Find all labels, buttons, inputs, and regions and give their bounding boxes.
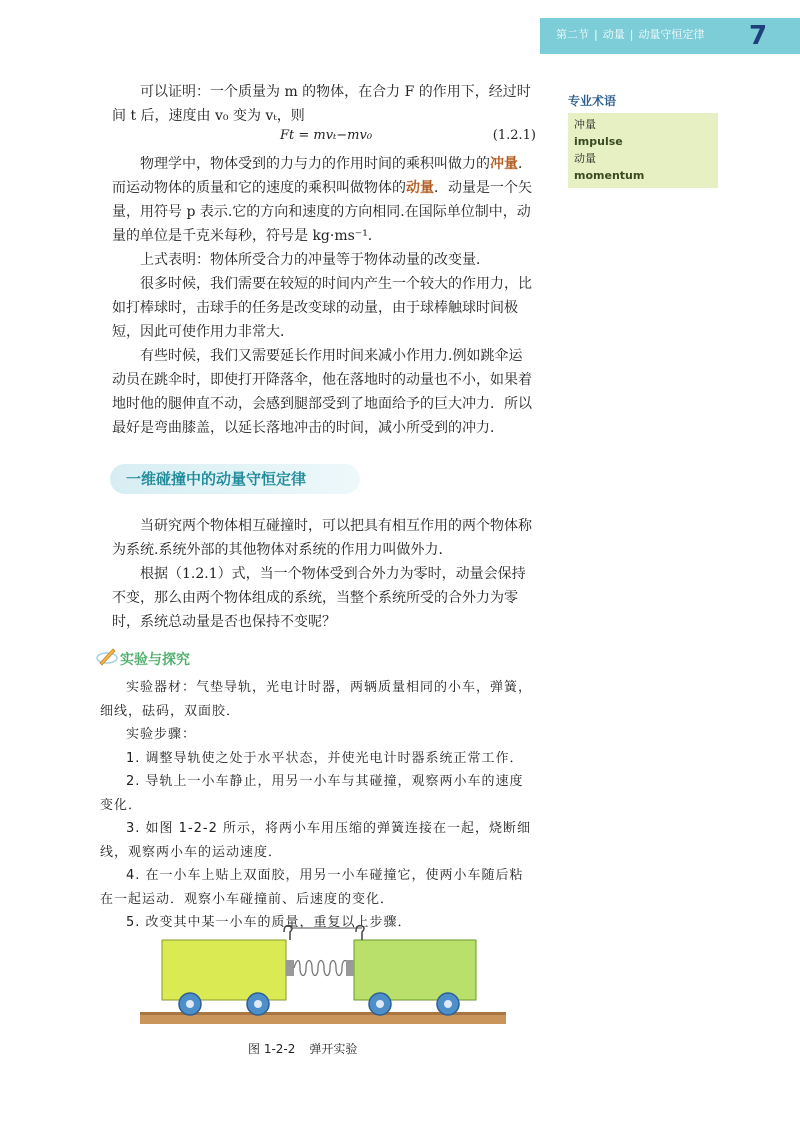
section-heading: 一维碰撞中的动量守恒定律 <box>110 464 360 494</box>
header-part: 动量 <box>602 28 625 41</box>
pen-icon <box>96 646 118 674</box>
spring <box>286 960 354 976</box>
experiment-step: 4. 在一小车上贴上双面胶，用另一小车碰撞它，使两小车随后粘在一起运动．观察小车碰撞前、后速度的变化． <box>100 868 524 907</box>
body-paragraph: 很多时候，我们需要在较短的时间内产生一个较大的作用力，比如打棒球时，击球手的任务是改变球的动量，由于球棒触球时间极短，因此可使作用力非常大． <box>112 276 532 340</box>
experiment-materials: 实验器材：气垫导轨，光电计时器，两辆质量相同的小车，弹簧，细线，砝码，双面胶． <box>100 680 533 719</box>
body-block <box>112 152 536 440</box>
experiment-heading-text: 实验与探究 <box>120 652 190 668</box>
glossary-term-en: momentum <box>574 169 645 182</box>
term-momentum: 动量 <box>406 180 434 196</box>
formula: Ft = mvₜ−mv₀ <box>280 128 373 143</box>
experiment-body <box>100 676 536 935</box>
glossary-term-cn: 动量 <box>574 152 596 165</box>
section-body <box>112 514 536 634</box>
section-paragraph: 当研究两个物体相互碰撞时，可以把具有相互作用的两个物体称为系统.系统外部的其他物体对系统的作用力叫做外力． <box>112 518 532 558</box>
experiment-step: 1. 调整导轨使之处于水平状态，并使光电计时器系统正常工作． <box>126 750 524 766</box>
header-topic: 动量守恒定律 <box>638 28 705 41</box>
glossary-sidebar <box>568 92 718 188</box>
formula-number: (1.2.1) <box>492 128 536 143</box>
cart-left <box>162 940 286 1000</box>
body-paragraph: 上式表明：物体所受合力的冲量等于物体动量的改变量． <box>140 252 490 268</box>
track <box>140 1014 506 1024</box>
body-paragraph: 有些时候，我们又需要延长作用时间来减小作用力.例如跳伞运动员在跳伞时，即使打开降落伞，他在落地时的动量也不小，如果着地时他的腿伸直不动，会感到腿部受到了地面给予的巨大冲力．所以最好是弯曲膝盖，以延长落地冲击的时间，减小所受到的冲力． <box>112 348 532 436</box>
definition-text-2: ．而运动物体的质量和它的速度的乘积叫做物体的 <box>112 156 532 196</box>
cart-right <box>354 940 476 1000</box>
section-paragraph: 根据（1.2.1）式，当一个物体受到合外力为零时，动量会保持不变，那么由两个物体组成的系统，当整个系统所受的合外力为零时，系统总动量是否也保持不变呢？ <box>112 566 526 630</box>
definition-paragraph <box>112 152 536 248</box>
definition-text-3: ．动量是一个矢量，用符号 p 表示.它的方向和速度的方向相同.在国际单位制中，动量的单位是千克米每秒，符号是 kg·ms⁻¹. <box>112 180 532 244</box>
glossary-title: 专业术语 <box>568 94 617 108</box>
figure-caption <box>248 1040 357 1057</box>
page-number: 7 <box>748 21 768 51</box>
experiment-step: 5. 改变其中某一小车的质量，重复以上步骤． <box>126 915 412 930</box>
intro-paragraph: 可以证明：一个质量为 m 的物体，在合力 F 的作用下，经过时间 t 后，速度由 v₀ 变为 vₜ，则 <box>112 84 531 124</box>
formula-row <box>112 128 536 150</box>
glossary-term-cn: 冲量 <box>574 118 596 131</box>
experiment-steps-label: 实验步骤： <box>126 727 197 742</box>
header-section: 第二节 <box>556 28 589 41</box>
intro-block <box>112 80 536 128</box>
definition-text-1: 物理学中，物体受到的力与力的作用时间的乘积叫做力的 <box>140 156 490 172</box>
figure-title: 弹开实验 <box>309 1042 358 1056</box>
experiment-step: 3. 如图 1-2-2 所示，将两小车用压缩的弹簧连接在一起，烧断细线，观察两小车的运动速度． <box>100 821 531 860</box>
glossary-box <box>568 113 718 188</box>
experiment-step: 2. 导轨上一小车静止，用另一小车与其碰撞，观察两小车的速度变化． <box>100 774 524 813</box>
term-impulse: 冲量 <box>490 156 518 172</box>
header-title: 第二节 | 动量 | 动量守恒定律 <box>556 28 705 41</box>
experiment-heading <box>96 646 190 670</box>
figure-carts <box>140 922 506 1032</box>
figure-label: 图 1-2-2 <box>248 1042 296 1056</box>
glossary-term-en: impulse <box>574 135 623 148</box>
